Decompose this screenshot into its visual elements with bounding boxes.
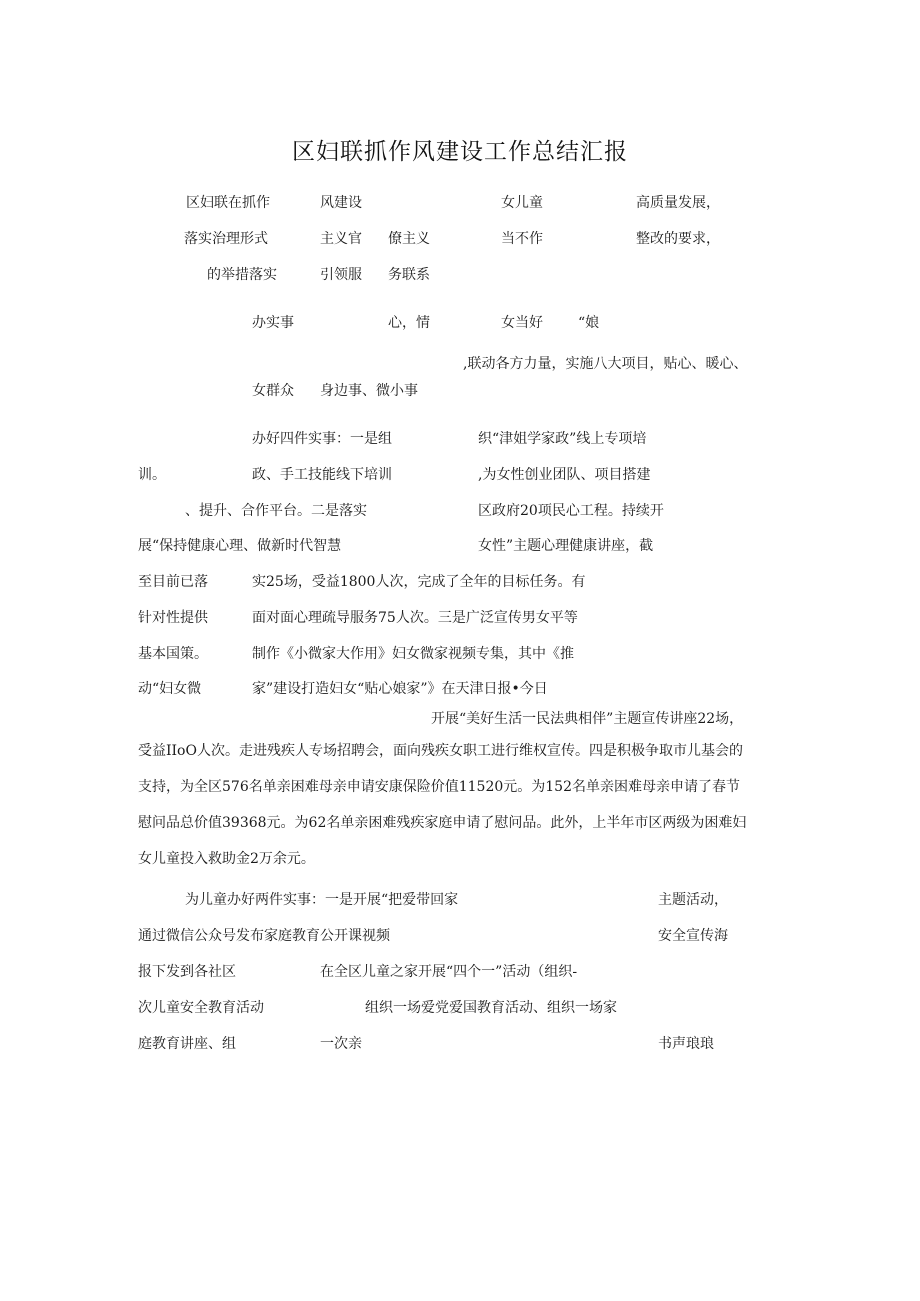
text-fragment: 整改的要求， (636, 231, 720, 247)
text-fragment: 展“保持健康心理、做新时代智慧 (138, 538, 342, 554)
text-fragment: 制作《小微家大作用》妇女微家视频专集，其中《推 (252, 646, 574, 662)
document-title: 区妇联抓作风建设工作总结汇报 (292, 139, 628, 165)
text-fragment: 面对面心理疏导服务75人次。三是广泛宣传男女平等 (252, 610, 578, 626)
text-fragment: 区妇联在抓作 (186, 195, 270, 211)
text-fragment: 办实事 (252, 315, 294, 331)
text-fragment: 落实治理形式 (184, 231, 268, 247)
text-fragment: 次儿童安全教育活动 (138, 1000, 264, 1016)
text-fragment: 女当好 (501, 315, 543, 331)
text-fragment: 高质量发展， (636, 195, 720, 211)
text-fragment: 基本国策。 (138, 646, 208, 662)
text-fragment: 在全区儿童之家开展“四个一”活动（组织- (320, 964, 578, 980)
text-fragment: 的举措落实 (207, 267, 277, 283)
text-fragment: 身边事、微小事 (320, 383, 418, 399)
text-fragment: 组织一场爱党爱国教育活动、组织一场家 (365, 1000, 617, 1016)
text-fragment: 心，情 (388, 315, 430, 331)
text-fragment: 训。 (138, 467, 166, 483)
text-fragment: 织“津姐学家政”线上专项培 (478, 431, 647, 447)
text-fragment: 针对性提供 (138, 610, 208, 626)
text-fragment: 开展“美好生活一民法典相伴”主题宣传讲座22场， (431, 711, 744, 727)
text-fragment: ,为女性创业团队、项目搭建 (478, 467, 651, 483)
text-fragment: 一次亲 (320, 1036, 362, 1052)
text-fragment: 风建设 (320, 195, 362, 211)
text-fragment: 报下发到各社区 (138, 964, 236, 980)
text-fragment: 办好四件实事：一是组 (252, 431, 392, 447)
text-fragment: 女性”主题心理健康讲座，截 (478, 538, 654, 554)
text-fragment: 安全宣传海 (658, 928, 728, 944)
text-fragment: 支持，为全区576名单亲困难母亲申请安康保险价值11520元。为152名单亲困难母亲申请了春节 (138, 779, 740, 795)
text-fragment: 引领服 (320, 267, 362, 283)
text-fragment: 庭教育讲座、组 (138, 1036, 236, 1052)
text-fragment: 女儿童 (501, 195, 543, 211)
text-fragment: 、提升、合作平台。二是落实 (185, 503, 367, 519)
text-fragment: 务联系 (388, 267, 430, 283)
text-fragment: 女儿童投入救助金2万余元。 (138, 851, 315, 867)
text-fragment: “娘 (578, 315, 600, 331)
text-fragment: 主义官 (320, 231, 362, 247)
text-fragment: ,联动各方力量，实施八大项目，贴心、暖心、 (463, 356, 748, 372)
text-fragment: 区政府20项民心工程。持续开 (478, 503, 664, 519)
text-fragment: 女群众 (252, 383, 294, 399)
text-fragment: 主题活动， (658, 892, 728, 908)
text-fragment: 通过微信公众号发布家庭教育公开课视频 (138, 928, 390, 944)
text-fragment: 实25场，受益1800人次，完成了全年的目标任务。有 (252, 574, 586, 590)
text-fragment: 至目前已落 (138, 574, 208, 590)
text-fragment: 政、手工技能线下培训 (252, 467, 392, 483)
text-fragment: 僚主义 (388, 231, 430, 247)
text-fragment: 家”建设打造妇女“贴心娘家”》在天津日报•今日 (252, 681, 548, 697)
text-fragment: 受益IIoO人次。走进残疾人专场招聘会，面向残疾女职工进行维权宣传。四是积极争取市儿基会的 (138, 743, 743, 759)
text-fragment: 为儿童办好两件实事：一是开展“把爱带回家 (185, 892, 459, 908)
text-fragment: 动“妇女微 (138, 681, 202, 697)
text-fragment: 慰问品总价值39368元。为62名单亲困难残疾家庭申请了慰问品。此外，上半年市区两级为困难妇 (138, 815, 747, 831)
text-fragment: 当不作 (501, 231, 543, 247)
text-fragment: 书声琅琅 (658, 1036, 714, 1052)
